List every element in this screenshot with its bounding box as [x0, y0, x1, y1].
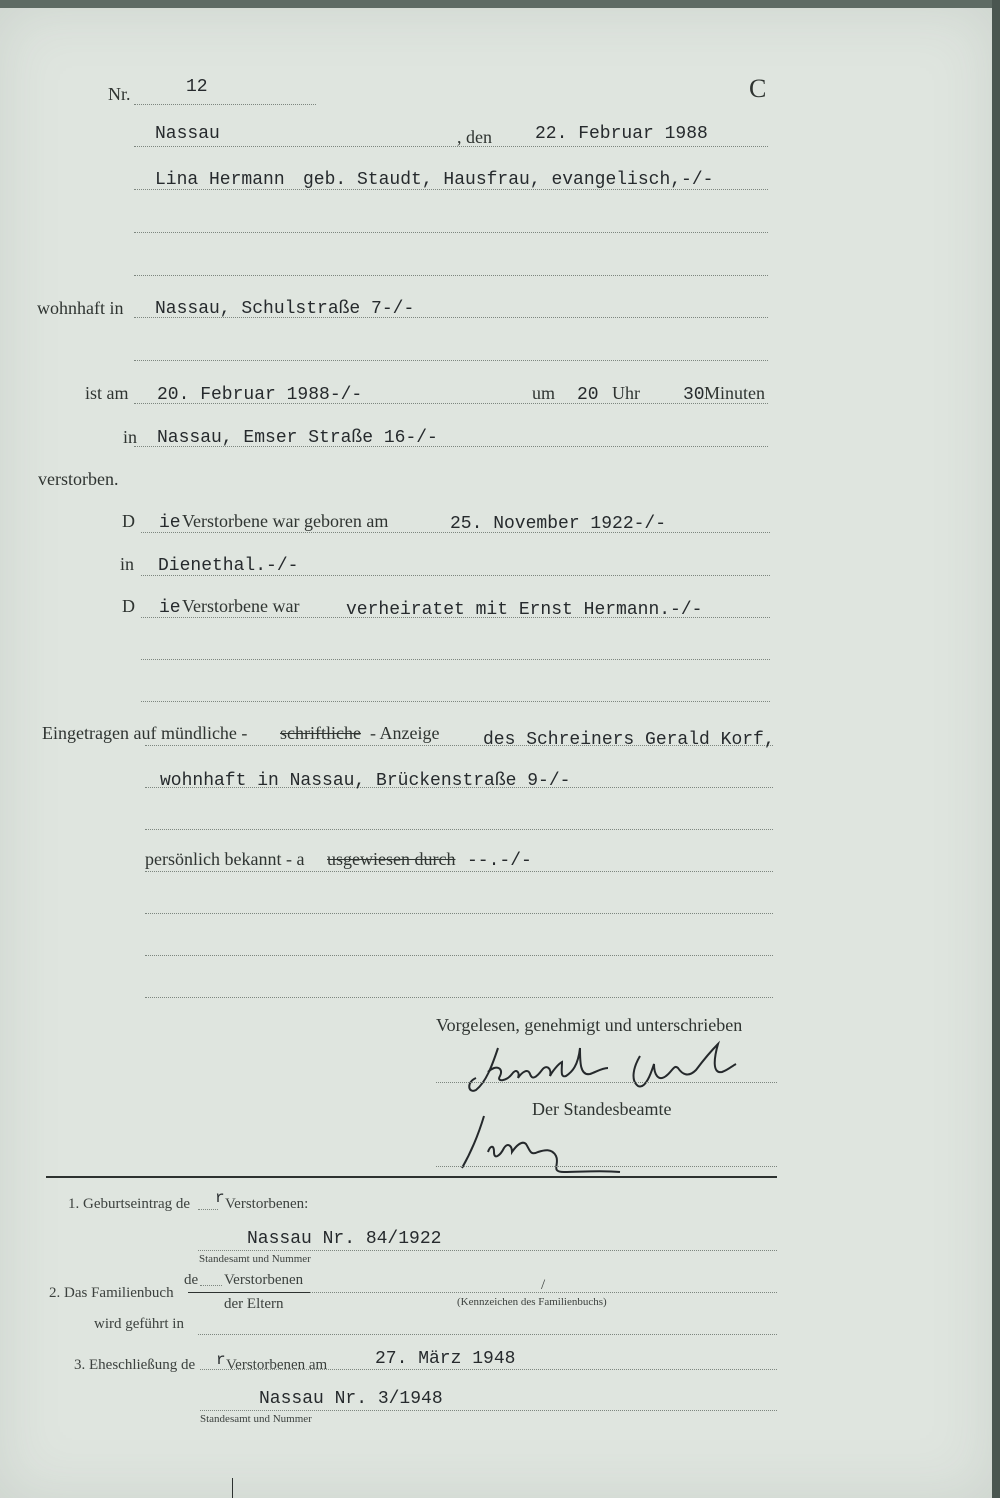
eheschliessung-value: Nassau Nr. 3/1948 — [259, 1389, 443, 1409]
blank-line-3 — [134, 360, 768, 361]
place-date-line — [134, 146, 768, 147]
familienbuch-de-line — [200, 1285, 222, 1286]
deceased-details: geb. Staudt, Hausfrau, evangelisch,-/- — [303, 170, 714, 190]
familienbuch-label: 2. Das Familienbuch — [49, 1285, 174, 1301]
familienbuch-line — [310, 1292, 777, 1293]
geburtseintrag-de-line — [198, 1209, 218, 1210]
geburtseintrag-line — [198, 1250, 777, 1251]
birth-in-label: in — [120, 554, 135, 574]
den-label: , den — [457, 127, 492, 147]
blank-line-5 — [141, 701, 770, 702]
birth-place-line — [141, 575, 770, 576]
informant-signature — [462, 1038, 742, 1098]
birth-place-value: Dienethal.-/- — [158, 556, 299, 576]
standesbeamte-label: Der Standesbeamte — [532, 1099, 672, 1119]
nr-line — [134, 104, 316, 105]
marital-status-value: verheiratet mit Ernst Hermann.-/- — [346, 600, 703, 620]
registrar-signature-line — [436, 1166, 777, 1167]
verstorbenen-am-label: Verstorbenen am — [226, 1357, 328, 1373]
bottom-tick — [232, 1478, 233, 1498]
verstorben-label: verstorben. — [38, 469, 119, 489]
footer-divider — [46, 1176, 777, 1178]
standesamt-nummer-label-2: Standesamt und Nummer — [200, 1413, 312, 1425]
nr-label: Nr. — [108, 84, 131, 104]
marital-line — [141, 617, 770, 618]
informant-address-value: wohnhaft in Nassau, Brückenstraße 9-/- — [160, 771, 571, 791]
corner-letter: C — [749, 74, 767, 103]
d-letter-2: D — [122, 596, 135, 616]
scan-right-edge — [992, 0, 1000, 1498]
vorgelesen-label: Vorgelesen, genehmigt und unterschrieben — [436, 1015, 743, 1035]
war-label: Verstorbene war — [182, 596, 300, 616]
familienbuch-de-label: de — [184, 1272, 199, 1288]
kennzeichen-label: (Kennzeichen des Familienbuchs) — [457, 1296, 607, 1308]
anzeige-label: - Anzeige — [370, 723, 440, 743]
death-minutes-value: 30 — [683, 385, 705, 405]
eltern-option: der Eltern — [224, 1296, 284, 1312]
birth-date-line — [141, 532, 770, 533]
death-register-page — [0, 8, 992, 1498]
nr-value: 12 — [186, 77, 208, 97]
scan-top-edge — [0, 0, 1000, 8]
deceased-name: Lina Hermann — [155, 170, 285, 190]
identification-rest: --.-/- — [467, 851, 532, 871]
informant-signature-line — [436, 1082, 777, 1083]
residence-line — [134, 317, 768, 318]
blank-line-8 — [145, 955, 773, 956]
schriftliche-label: schriftliche — [280, 723, 361, 743]
blank-line-4 — [141, 659, 770, 660]
blank-line-6 — [145, 829, 773, 830]
in-label: in — [123, 427, 138, 447]
date-value: 22. Februar 1988 — [535, 124, 708, 144]
eheschliessung-suffix: r — [216, 1351, 226, 1369]
place-value: Nassau — [155, 124, 220, 144]
geburtseintrag-label: 1. Geburtseintrag de — [68, 1196, 191, 1212]
d-letter-1: D — [122, 511, 135, 531]
blank-line-2 — [134, 275, 768, 276]
eheschliessung-label: 3. Eheschließung de — [74, 1357, 196, 1373]
geburtseintrag-suffix: r — [215, 1189, 225, 1207]
birth-date-value: 25. November 1922-/- — [450, 514, 667, 534]
registrar-signature — [460, 1112, 630, 1182]
verstorbenen-label: Verstorbenen: — [225, 1196, 309, 1212]
gefuehrt-label: wird geführt in — [94, 1316, 184, 1332]
informant-value: des Schreiners Gerald Korf, — [483, 730, 775, 750]
informant-line — [145, 745, 773, 746]
blank-line-1 — [134, 232, 768, 233]
geboren-label: Verstorbene war geboren am — [182, 511, 389, 531]
fraction-bar — [188, 1292, 310, 1293]
suffix-ie-1: ie — [159, 513, 181, 533]
death-place-value: Nassau, Emser Straße 16-/- — [157, 428, 438, 448]
blank-line-7 — [145, 913, 773, 914]
minuten-label: Minuten — [704, 383, 765, 403]
gefuehrt-line — [198, 1334, 777, 1335]
ist-am-label: ist am — [85, 383, 129, 403]
death-place-line — [134, 446, 768, 447]
eheschliessung-date: 27. März 1948 — [375, 1349, 516, 1369]
standesamt-nummer-label: Standesamt und Nummer — [199, 1253, 311, 1265]
death-date-value: 20. Februar 1988-/- — [157, 385, 363, 405]
name-line — [134, 189, 768, 190]
ausgewiesen-label: usgewiesen durch — [327, 849, 456, 869]
wohnhaft-label: wohnhaft in — [37, 298, 124, 318]
uhr-label: Uhr — [612, 383, 640, 403]
informant-address-line — [145, 787, 773, 788]
um-label: um — [532, 383, 556, 403]
eheschliessung-value-line — [200, 1410, 777, 1411]
identification-line — [145, 871, 773, 872]
death-date-line — [134, 403, 768, 404]
verstorbenen-option: Verstorbenen — [224, 1272, 304, 1288]
death-hour-value: 20 — [577, 385, 599, 405]
suffix-ie-2: ie — [159, 598, 181, 618]
geburtseintrag-value: Nassau Nr. 84/1922 — [247, 1229, 442, 1249]
eheschliessung-line — [200, 1369, 777, 1370]
bekannt-label: persönlich bekannt - a — [145, 849, 305, 869]
blank-line-9 — [145, 997, 773, 998]
residence-value: Nassau, Schulstraße 7-/- — [155, 299, 415, 319]
slash: / — [541, 1277, 546, 1293]
eingetragen-label: Eingetragen auf mündliche - — [42, 723, 248, 743]
